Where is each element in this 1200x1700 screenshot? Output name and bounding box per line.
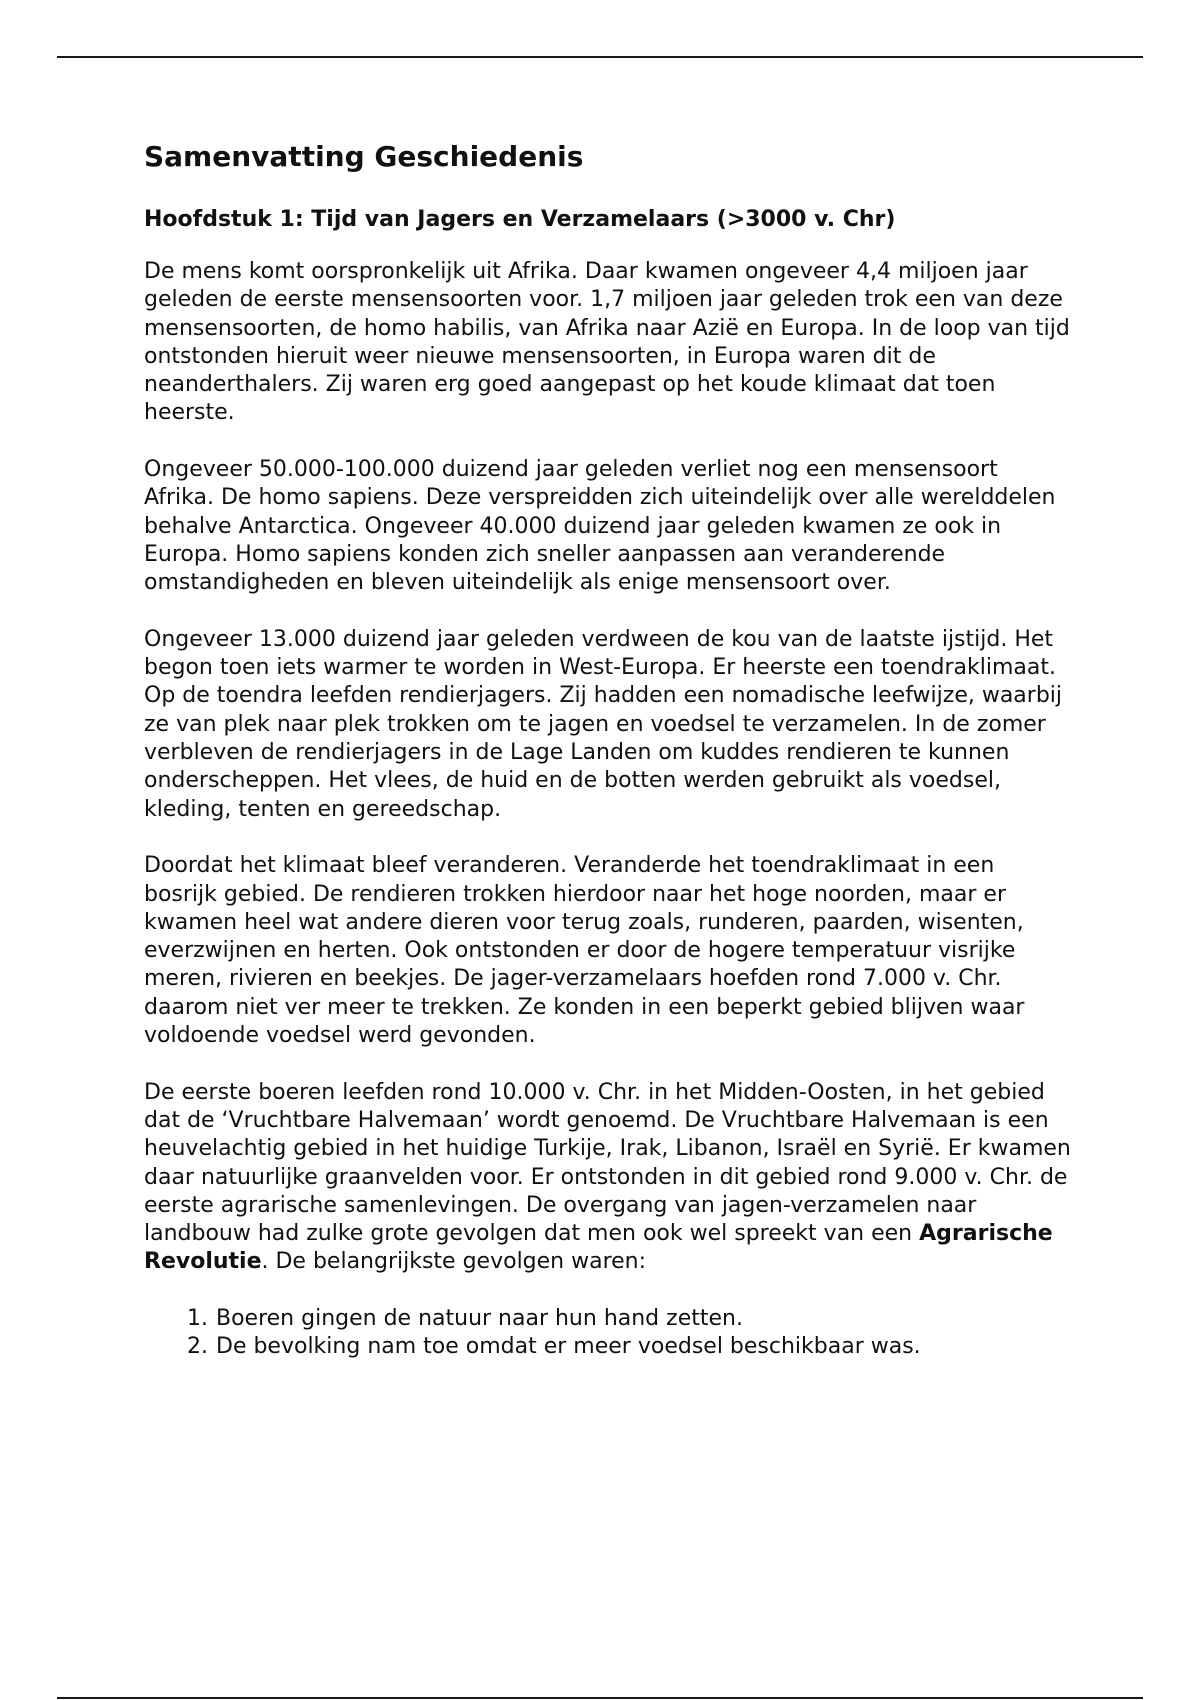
- list-item: [144, 1305, 1074, 1333]
- paragraph-origins: De mens komt oorspronkelijk uit Afrika. Daar kwamen ongeveer 4,4 miljoen jaar geleden de eerste mensensoorten voor. 1,7 miljoen jaar geleden trok een van deze mensensoorten, de homo habilis, van Afrika naar Azië en Europa. In de loop van tijd ontstonden hieruit weer nieuwe mensensoorten, in Europa waren dit de neanderthalers. Zij waren erg goed aangepast op het koude klimaat dat toen heerste.: [144, 259, 1070, 426]
- document-body: [144, 136, 1074, 1362]
- paragraph-text-after: . De belangrijkste gevolgen waren:: [261, 1249, 647, 1275]
- list-item-text: De bevolking nam toe omdat er meer voedsel beschikbaar was.: [216, 1334, 921, 1360]
- agrarian-revolution-term: Agrarische Revolutie: [144, 1221, 1053, 1275]
- paragraph-tundra: Ongeveer 13.000 duizend jaar geleden verdween de kou van de laatste ijstijd. Het begon toen iets warmer te worden in West-Europa. Er heerste een toendraklimaat. Op de toendra leefden rendierjagers. Zij hadden een nomadische leefwijze, waarbij ze van plek naar plek trokken om te jagen en voedsel te verzamelen. In de zomer verbleven de rendierjagers in de Lage Landen om kuddes rendieren te kunnen onderscheppen. Het vlees, de huid en de botten werden gebruikt als voedsel, kleding, tenten en gereedschap.: [144, 626, 1063, 822]
- list-item-number: 2.: [187, 1334, 208, 1360]
- paragraph-first-farmers: [144, 1079, 1074, 1277]
- header-rule: [57, 56, 1143, 58]
- paragraph-text-before: De eerste boeren leefden rond 10.000 v. Chr. in het Midden-Oosten, in het gebied dat de ‘Vruchtbare Halvemaan’ wordt genoemd. De Vruchtbare Halvemaan is een heuvelachtig gebied in het huidige Turkije, Irak, Libanon, Israël en Syrië. Er kwamen daar natuurlijke graanvelden voor. Er ontstonden in dit gebied rond 9.000 v. Chr. de eerste agrarische samenlevingen. De overgang van jagen-verzamelen naar landbouw had zulke grote gevolgen dat men ook wel spreekt van een: [144, 1079, 1071, 1247]
- consequences-list: [144, 1305, 1074, 1362]
- list-item: [144, 1333, 1074, 1361]
- list-item-number: 1.: [187, 1305, 208, 1331]
- paragraph-homo-sapiens: Ongeveer 50.000-100.000 duizend jaar geleden verliet nog een mensensoort Afrika. De homo sapiens. Deze verspreidden zich uiteindelijk over alle werelddelen behalve Antarctica. Ongeveer 40.000 duizend jaar geleden kwamen ze ook in Europa. Homo sapiens konden zich sneller aanpassen aan veranderende omstandigheden en bleven uiteindelijk als enige mensensoort over.: [144, 457, 1056, 596]
- chapter-heading: Hoofdstuk 1: Tijd van Jagers en Verzamelaars (>3000 v. Chr): [144, 207, 896, 232]
- document-title: Samenvatting Geschiedenis: [144, 140, 584, 173]
- paragraph-climate-change: Doordat het klimaat bleef veranderen. Veranderde het toendraklimaat in een bosrijk gebied. De rendieren trokken hierdoor naar het hoge noorden, maar er kwamen heel wat andere dieren voor terug zoals, runderen, paarden, wisenten, everzwijnen en herten. Ook ontstonden er door de hogere temperatuur visrijke meren, rivieren en beekjes. De jager-verzamelaars hoefden rond 7.000 v. Chr. daarom niet ver meer te trekken. Ze konden in een beperkt gebied blijven waar voldoende voedsel werd gevonden.: [144, 853, 1025, 1049]
- list-item-text: Boeren gingen de natuur naar hun hand zetten.: [216, 1305, 743, 1331]
- footer-rule: [57, 1697, 1143, 1699]
